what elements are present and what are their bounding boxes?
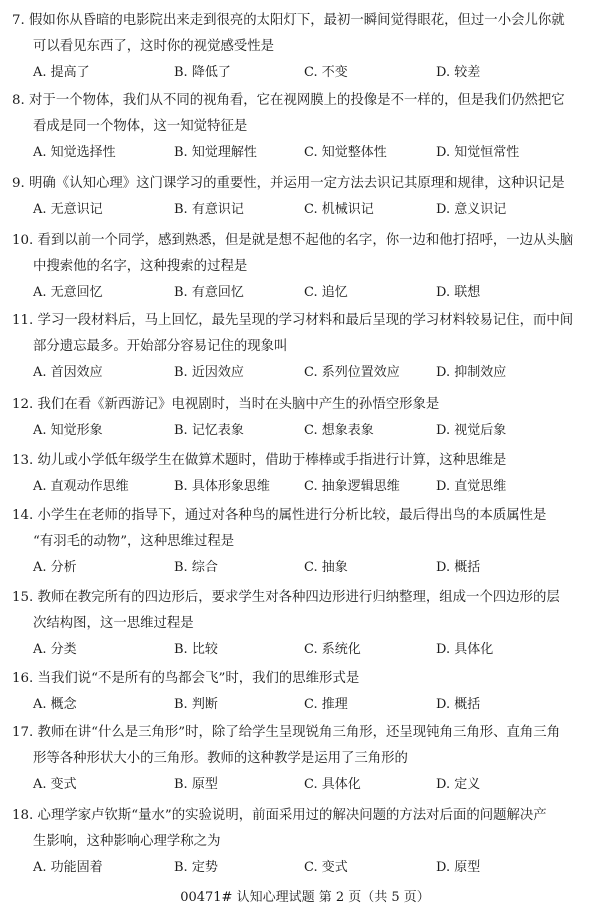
question-stem-line: 部分遗忘最多。开始部分容易记住的现象叫 — [33, 339, 288, 354]
option-a: A. 概念 — [33, 697, 77, 712]
question-stem-line: 次结构图，这一思维过程是 — [33, 616, 194, 631]
option-c: C. 变式 — [304, 860, 348, 875]
option-c: C. 机械识记 — [304, 202, 374, 217]
question-stem-line: 7. 假如你从昏暗的电影院出来走到很亮的太阳灯下，最初一瞬间觉得眼花，但过一小会儿你就 — [12, 13, 565, 28]
question-stem-line: 形等各种形状大小的三角形。教师的这种教学是运用了三角形的 — [33, 751, 408, 766]
options-row — [12, 474, 600, 500]
options-row — [12, 555, 600, 581]
option-c: C. 系统化 — [304, 642, 361, 657]
question-stem-line: 16. 当我们说“不是所有的鸟都会飞”时，我们的思维形式是 — [12, 671, 360, 686]
page-footer: 00471# 认知心理试题 第 2 页（共 5 页） — [180, 890, 430, 905]
question-stem-line: 中搜索他的名字，这种搜索的过程是 — [33, 259, 248, 274]
option-b: B. 综合 — [174, 560, 218, 575]
question-stem-line: 看成是同一个物体，这一知觉特征是 — [33, 119, 248, 134]
option-a: A. 变式 — [33, 777, 77, 792]
option-d: D. 知觉恒常性 — [436, 145, 520, 160]
option-a: A. 直观动作思维 — [33, 479, 129, 494]
options-row — [12, 637, 600, 663]
question-stem-line: 可以看见东西了，这时你的视觉感受性是 — [33, 39, 275, 54]
option-c: C. 知觉整体性 — [304, 145, 387, 160]
question-9 — [12, 171, 600, 223]
options-row — [12, 418, 600, 444]
question-11 — [12, 308, 600, 386]
option-a: A. 无意回忆 — [33, 285, 103, 300]
option-d: D. 定义 — [436, 777, 481, 792]
option-a: A. 分类 — [33, 642, 77, 657]
question-18 — [12, 803, 600, 881]
question-stem-line: “有羽毛的动物”，这种思维过程是 — [33, 534, 235, 549]
option-c: C. 追忆 — [304, 285, 348, 300]
option-c: C. 不变 — [304, 65, 348, 80]
question-stem-line: 17. 教师在讲“什么是三角形”时，除了给学生呈现锐角三角形，还呈现钝角三角形、直角三角 — [12, 725, 561, 740]
option-b: B. 有意识记 — [174, 202, 244, 217]
option-a: A. 功能固着 — [33, 860, 103, 875]
option-d: D. 视觉后象 — [436, 423, 507, 438]
options-row — [12, 197, 600, 223]
question-stem-line: 15. 教师在教完所有的四边形后，要求学生对各种四边形进行归纳整理，组成一个四边形的层 — [12, 590, 560, 605]
question-15 — [12, 585, 600, 663]
option-b: B. 定势 — [174, 860, 218, 875]
question-16 — [12, 666, 600, 718]
option-c: C. 具体化 — [304, 777, 361, 792]
question-stem-line: 生影响，这种影响心理学称之为 — [33, 834, 221, 849]
question-7 — [12, 8, 600, 86]
option-b: B. 近因效应 — [174, 365, 244, 380]
question-stem-line: 13. 幼儿或小学低年级学生在做算术题时，借助于棒棒或手指进行计算，这种思维是 — [12, 453, 507, 468]
question-stem-line: 9. 明确《认知心理》这门课学习的重要性，并运用一定方法去识记其原理和规律，这种识记是 — [12, 176, 565, 191]
option-b: B. 判断 — [174, 697, 218, 712]
option-a: A. 提高了 — [33, 65, 90, 80]
option-a: A. 分析 — [33, 560, 77, 575]
option-d: D. 具体化 — [436, 642, 494, 657]
option-b: B. 有意回忆 — [174, 285, 244, 300]
option-b: B. 记忆表象 — [174, 423, 244, 438]
option-d: D. 概括 — [436, 560, 481, 575]
option-d: D. 概括 — [436, 697, 481, 712]
options-row — [12, 360, 600, 386]
options-row — [12, 692, 600, 718]
option-b: B. 具体形象思维 — [174, 479, 270, 494]
option-a: A. 首因效应 — [33, 365, 103, 380]
option-d: D. 较差 — [436, 65, 481, 80]
option-c: C. 推理 — [304, 697, 348, 712]
question-stem-line: 11. 学习一段材料后，马上回忆，最先呈现的学习材料和最后呈现的学习材料较易记住，而中间 — [12, 313, 574, 328]
options-row — [12, 140, 600, 166]
question-stem-line: 8. 对于一个物体，我们从不同的视角看，它在视网膜上的投像是不一样的，但是我们仍然把它 — [12, 93, 565, 108]
question-stem-line: 10. 看到以前一个同学，感到熟悉，但是就是想不起他的名字，你一边和他打招呼，一边从头脑 — [12, 233, 574, 248]
question-14 — [12, 503, 600, 581]
option-a: A. 知觉选择性 — [33, 145, 116, 160]
option-c: C. 系列位置效应 — [304, 365, 400, 380]
option-a: A. 无意识记 — [33, 202, 103, 217]
option-c: C. 抽象 — [304, 560, 348, 575]
option-a: A. 知觉形象 — [33, 423, 103, 438]
option-d: D. 意义识记 — [436, 202, 507, 217]
question-stem-line: 12. 我们在看《新西游记》电视剧时，当时在头脑中产生的孙悟空形象是 — [12, 397, 440, 412]
option-b: B. 原型 — [174, 777, 218, 792]
question-17 — [12, 720, 600, 798]
options-row — [12, 772, 600, 798]
question-8 — [12, 88, 600, 166]
question-stem-line: 14. 小学生在老师的指导下，通过对各种鸟的属性进行分析比较，最后得出鸟的本质属性是 — [12, 508, 547, 523]
question-12 — [12, 392, 600, 444]
option-c: C. 抽象逻辑思维 — [304, 479, 400, 494]
option-d: D. 抑制效应 — [436, 365, 507, 380]
question-13 — [12, 448, 600, 500]
options-row — [12, 855, 600, 881]
option-b: B. 知觉理解性 — [174, 145, 257, 160]
option-b: B. 比较 — [174, 642, 218, 657]
question-10 — [12, 228, 600, 306]
option-d: D. 联想 — [436, 285, 481, 300]
options-row — [12, 280, 600, 306]
option-c: C. 想象表象 — [304, 423, 374, 438]
question-stem-line: 18. 心理学家卢钦斯“量水”的实验说明，前面采用过的解决问题的方法对后面的问题解决产 — [12, 808, 547, 823]
option-d: D. 直觉思维 — [436, 479, 507, 494]
option-d: D. 原型 — [436, 860, 481, 875]
option-b: B. 降低了 — [174, 65, 231, 80]
options-row — [12, 60, 600, 86]
